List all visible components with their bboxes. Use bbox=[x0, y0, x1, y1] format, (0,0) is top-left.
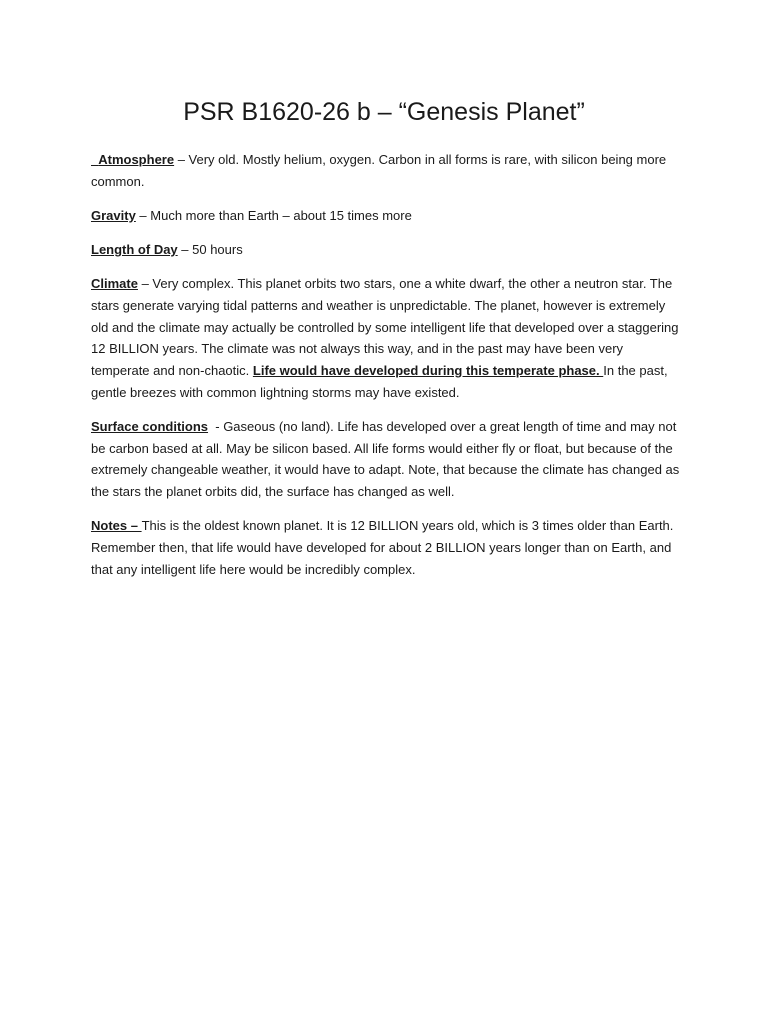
document-title: PSR B1620-26 b – “Genesis Planet” bbox=[183, 98, 585, 126]
document-body bbox=[91, 149, 681, 593]
surface-conditions-paragraph bbox=[91, 416, 681, 503]
atmosphere-text: – Very old. Mostly helium, oxygen. Carbon in all forms is rare, with silicon being more common. bbox=[91, 152, 667, 189]
notes-label: Notes – bbox=[91, 518, 142, 534]
gravity-text: – Much more than Earth – about 15 times more bbox=[135, 207, 412, 223]
gravity-paragraph bbox=[91, 205, 681, 227]
gravity-label: Gravity bbox=[91, 207, 136, 223]
climate-text-after: In the past, gentle breezes with common lightning storms may have existed. bbox=[91, 363, 668, 400]
length-of-day-paragraph bbox=[91, 239, 681, 261]
atmosphere-label: Atmosphere bbox=[98, 152, 175, 167]
surface-conditions-text: - Gaseous (no land). Life has developed over a great length of time and may not be carbon based at all. May be silicon based. All life forms would either fly or float, but because of the extremely changeable weather, it would have to adapt. Note, that because the climate has changed as the stars the planet orbits did, the surface has changed as well. bbox=[91, 419, 680, 500]
notes-text: This is the oldest known planet. It is 12 BILLION years old, which is 3 times older than Earth. Remember then, that life would have developed for about 2 BILLION years longer than on Earth, and that any intelligent life here would be incredibly complex. bbox=[91, 518, 674, 577]
length-of-day-label: Length of Day bbox=[91, 242, 178, 258]
climate-text: – Very complex. This planet orbits two stars, one a white dwarf, the other a neutron star. The stars generate varying tidal patterns and weather is unpredictable. The planet, however is extremely old and the climate may actually be controlled by some intelligent life that developed over a staggering 12 BILLION years. The climate was not always this way, and in the past may have been very temperate and non-chaotic. bbox=[91, 276, 679, 379]
climate-label: Climate bbox=[91, 276, 138, 292]
atmosphere-paragraph bbox=[91, 149, 681, 192]
length-of-day-text: – 50 hours bbox=[177, 242, 243, 258]
climate-emphasis: Life would have developed during this temperate phase. bbox=[252, 363, 604, 379]
climate-paragraph bbox=[91, 273, 681, 403]
notes-paragraph bbox=[91, 515, 681, 580]
surface-conditions-label: Surface conditions bbox=[91, 419, 209, 435]
